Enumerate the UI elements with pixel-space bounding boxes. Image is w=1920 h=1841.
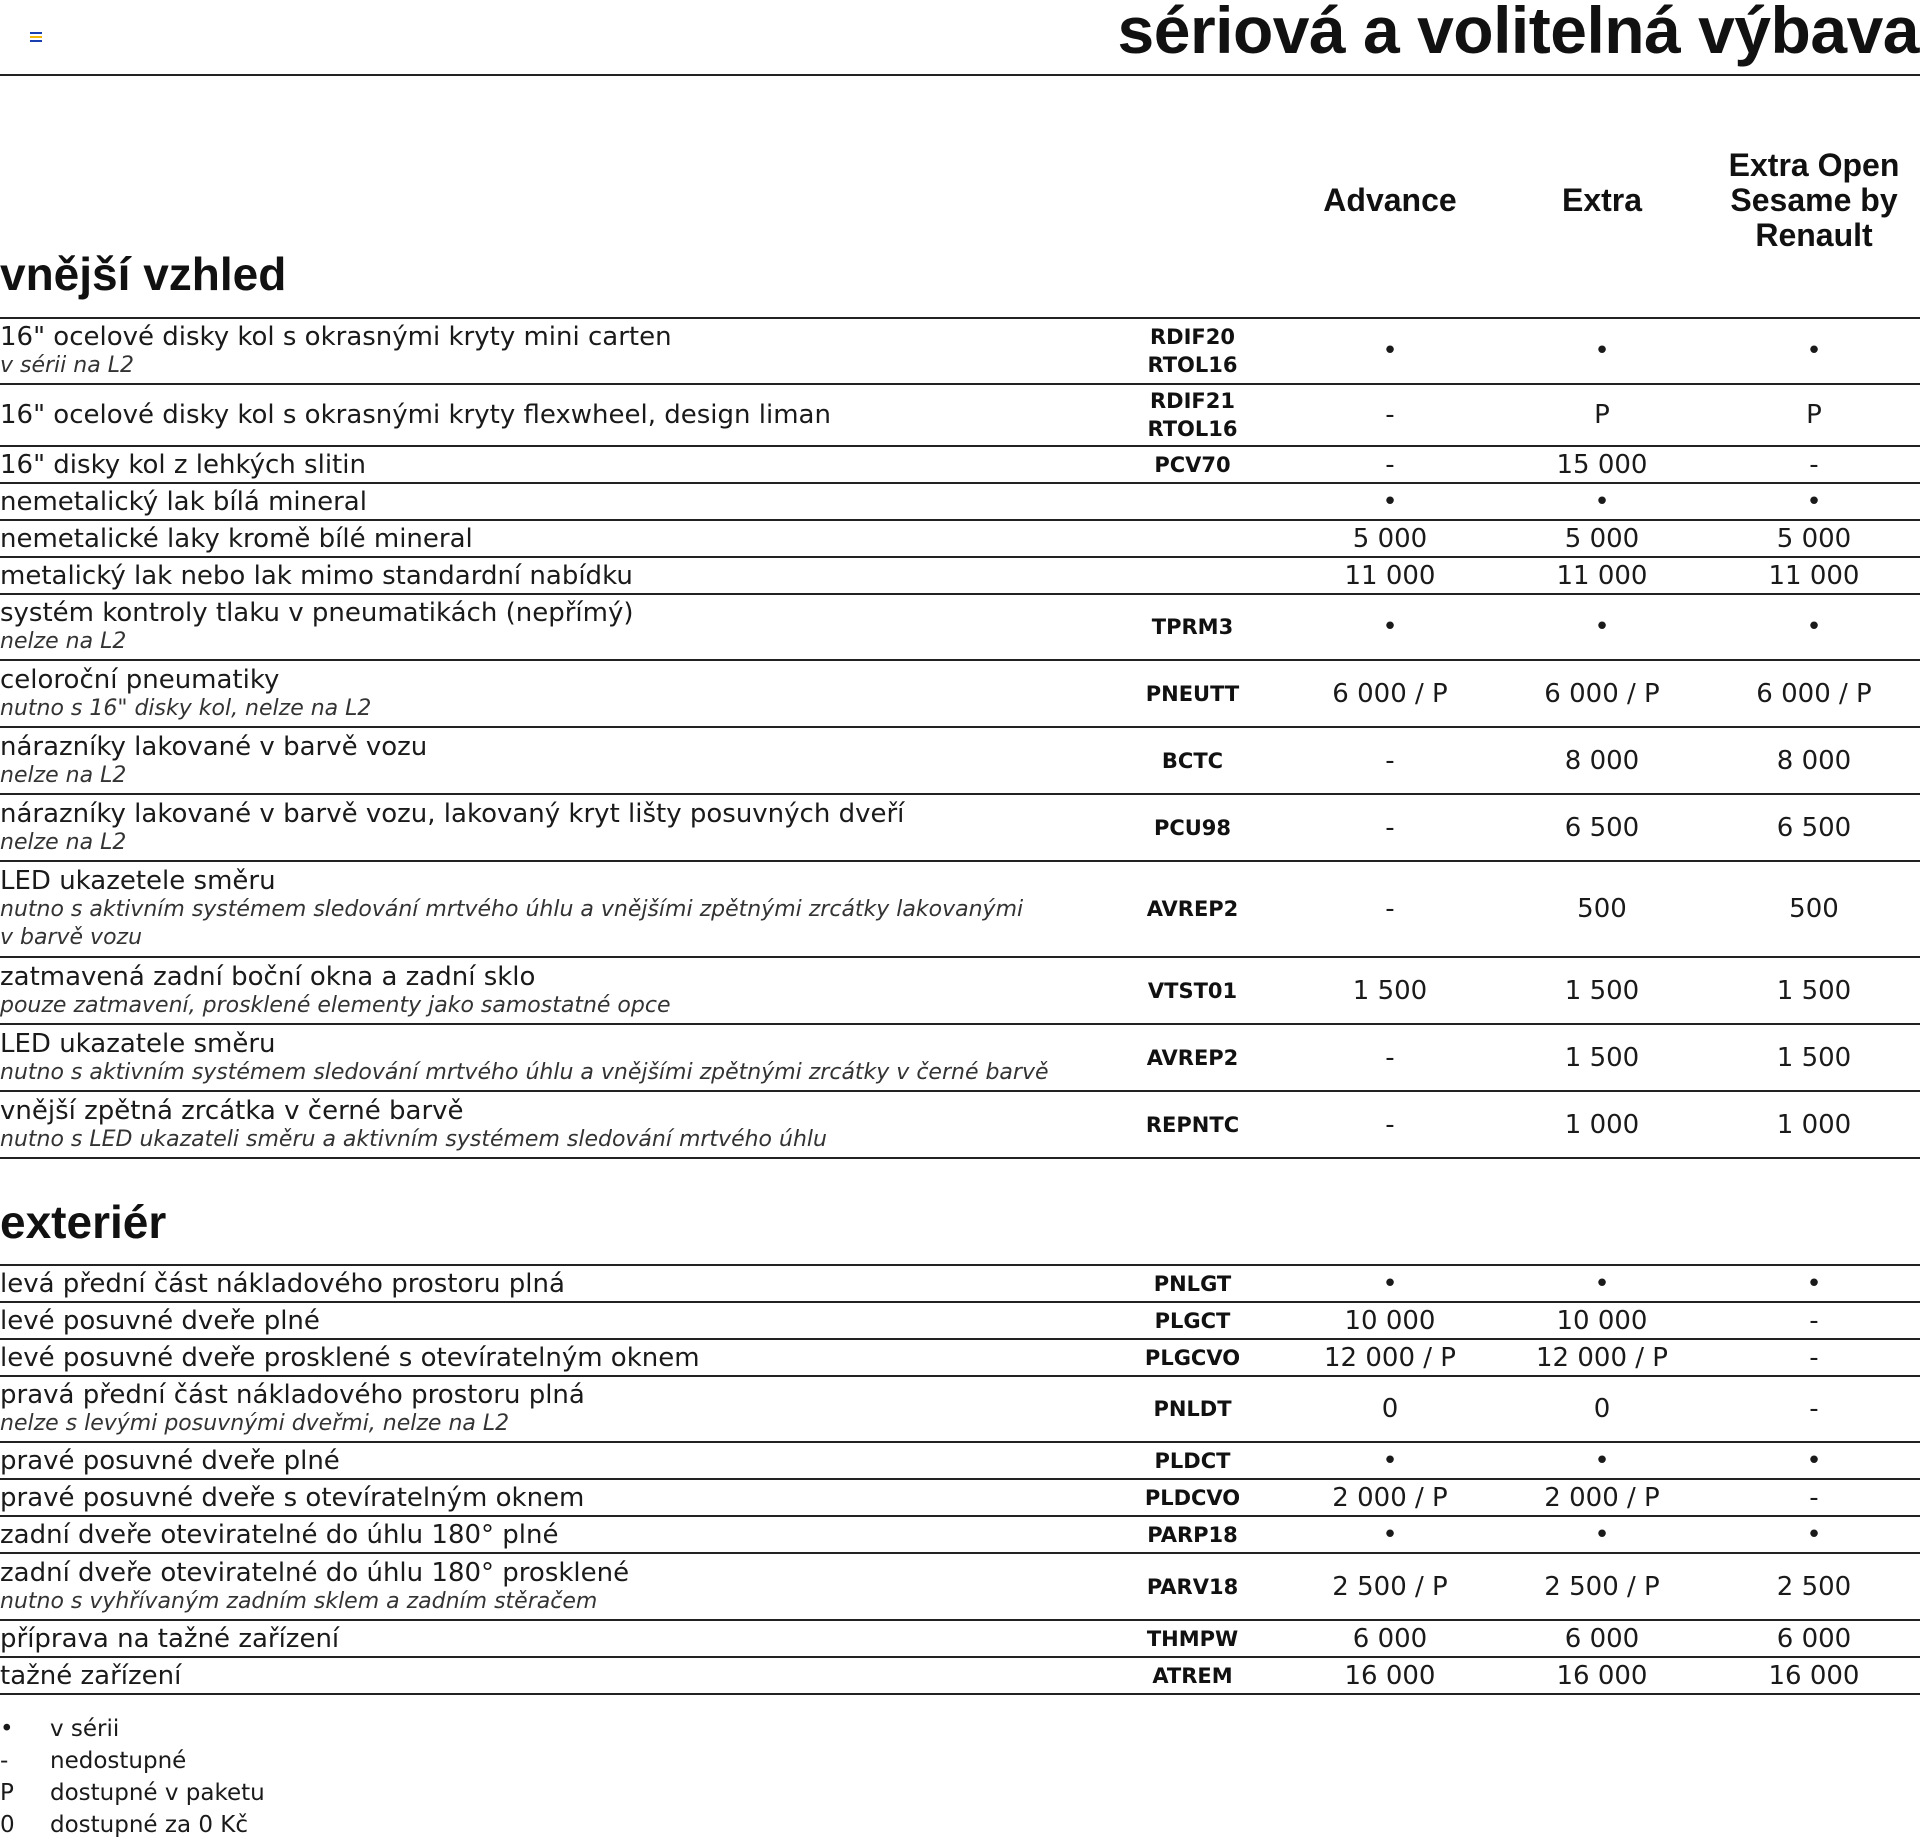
section-title-exterior: exteriér <box>0 1196 167 1248</box>
price-advance: - <box>1385 1042 1395 1073</box>
option-code <box>1110 661 1275 726</box>
price-extra-open-sesame: • <box>1806 336 1822 366</box>
price-advance: - <box>1385 400 1395 430</box>
option-code-line: PNLGT <box>1153 1271 1232 1296</box>
price-extra-open-sesame: 8 000 <box>1776 745 1852 776</box>
item-description <box>0 1658 1080 1693</box>
option-code <box>1110 1377 1275 1441</box>
option-code-line: PLDCT <box>1154 1448 1231 1473</box>
legend-symbol: • <box>0 1716 14 1742</box>
price-extra: 16 000 <box>1556 1660 1648 1691</box>
price-advance: • <box>1382 1445 1398 1476</box>
item-description <box>0 521 1080 556</box>
legend-text: nedostupné <box>50 1748 187 1774</box>
column-header-advance: Advance <box>1323 181 1457 218</box>
option-code <box>1110 1266 1275 1301</box>
item-name: 16" disky kol z lehkých slitin <box>0 449 366 480</box>
price-extra-open-sesame: 16 000 <box>1768 1660 1860 1691</box>
item-name: levé posuvné dveře prosklené s otevíratelným oknem <box>0 1342 700 1373</box>
item-description <box>0 1025 1080 1090</box>
price-extra: 1 000 <box>1564 1109 1640 1140</box>
price-advance: • <box>1382 1268 1398 1299</box>
item-note: nelze na L2 <box>0 829 127 855</box>
table-row <box>0 1340 1920 1377</box>
price-extra: 11 000 <box>1556 560 1648 591</box>
option-code <box>1110 1480 1275 1515</box>
price-extra: 500 <box>1577 894 1627 924</box>
price-extra: 15 000 <box>1556 449 1648 480</box>
item-name: nárazníky lakované v barvě vozu <box>0 731 428 762</box>
item-name: 16" ocelové disky kol s okrasnými kryty mini carten <box>0 322 672 352</box>
item-name: tažné zařízení <box>0 1660 182 1691</box>
legend-text: v sérii <box>50 1716 120 1742</box>
table-row <box>0 1621 1920 1658</box>
price-advance: • <box>1382 486 1398 517</box>
option-code-line: AVREP2 <box>1146 1045 1239 1070</box>
price-extra-open-sesame: • <box>1806 612 1822 642</box>
table-row <box>0 558 1920 595</box>
item-name: metalický lak nebo lak mimo standardní nabídku <box>0 560 633 591</box>
brand-logo-icon <box>30 32 42 42</box>
item-description <box>0 1266 1080 1301</box>
item-name: zatmavená zadní boční okna a zadní sklo <box>0 961 536 992</box>
table-row <box>0 795 1920 862</box>
item-description <box>0 1340 1080 1375</box>
item-name: celoroční pneumatiky <box>0 664 280 695</box>
table-row <box>0 385 1920 447</box>
price-advance: - <box>1385 745 1395 776</box>
price-extra-open-sesame: 6 000 <box>1776 1623 1852 1654</box>
item-description <box>0 385 1080 445</box>
option-code-line: PCV70 <box>1154 452 1231 477</box>
option-code <box>1110 447 1275 482</box>
item-description <box>0 958 1080 1023</box>
price-extra-open-sesame: • <box>1806 486 1822 517</box>
column-header-extra: Extra <box>1561 181 1643 218</box>
item-description <box>0 1517 1080 1552</box>
legend-symbol: P <box>0 1780 14 1806</box>
item-name: příprava na tažné zařízení <box>0 1623 340 1654</box>
item-name: LED ukazatele směru <box>0 1028 276 1059</box>
item-note: nelze na L2 <box>0 629 127 654</box>
price-extra: 2 000 / P <box>1544 1482 1660 1513</box>
table-row <box>0 1025 1920 1092</box>
price-extra: • <box>1594 1445 1610 1476</box>
item-description <box>0 1092 1080 1157</box>
table-row <box>0 484 1920 521</box>
item-description <box>0 728 1080 793</box>
price-extra: 0 <box>1593 1394 1611 1424</box>
item-description <box>0 1303 1080 1338</box>
item-description <box>0 484 1080 519</box>
price-extra: • <box>1594 1268 1610 1299</box>
item-name: pravé posuvné dveře plné <box>0 1445 340 1476</box>
table-row <box>0 1303 1920 1340</box>
price-extra: 10 000 <box>1556 1305 1648 1336</box>
price-advance: 6 000 <box>1352 1623 1428 1654</box>
price-extra: • <box>1594 1519 1610 1550</box>
price-advance: - <box>1385 894 1395 924</box>
option-code <box>1110 1621 1275 1656</box>
option-code <box>1110 385 1275 445</box>
price-extra-open-sesame: - <box>1809 449 1819 480</box>
price-extra: 12 000 / P <box>1536 1342 1668 1373</box>
item-name: systém kontroly tlaku v pneumatikách (nepřímý) <box>0 598 634 628</box>
price-extra-open-sesame: • <box>1806 1445 1822 1476</box>
option-code <box>1110 1092 1275 1157</box>
price-advance: 6 000 / P <box>1332 678 1448 709</box>
price-advance: 0 <box>1381 1394 1399 1424</box>
price-advance: - <box>1385 812 1395 843</box>
option-code-line: RTOL16 <box>1147 353 1238 377</box>
price-advance: • <box>1382 612 1398 642</box>
item-description <box>0 795 1080 860</box>
option-code-line: PCU98 <box>1153 815 1232 840</box>
item-description <box>0 1377 1080 1441</box>
table-row <box>0 319 1920 385</box>
price-advance: 1 500 <box>1352 975 1428 1006</box>
option-code <box>1110 1340 1275 1375</box>
item-description <box>0 1443 1080 1478</box>
item-note: nelze na L2 <box>0 762 127 788</box>
price-extra-open-sesame: 6 000 / P <box>1756 678 1872 709</box>
price-extra: 1 500 <box>1564 1042 1640 1073</box>
price-extra-open-sesame: 500 <box>1789 894 1839 924</box>
option-code <box>1110 958 1275 1023</box>
item-name: LED ukazetele směru <box>0 866 276 896</box>
item-note: nutno s aktivním systémem sledování mrtvého úhlu a vnějšími zpětnými zrcátky v černé barvě <box>0 1059 1049 1085</box>
item-name: vnější zpětná zrcátka v černé barvě <box>0 1095 464 1126</box>
item-description <box>0 1621 1080 1656</box>
page-title: sériová a volitelná výbava <box>1117 0 1919 67</box>
item-description <box>0 862 1080 956</box>
header-divider <box>0 74 1920 76</box>
option-code-line: ATREM <box>1152 1663 1233 1688</box>
option-code <box>1110 1025 1275 1090</box>
table-row <box>0 728 1920 795</box>
table-row <box>0 1443 1920 1480</box>
option-code-line: PNLDT <box>1153 1397 1232 1421</box>
option-code <box>1110 319 1275 383</box>
option-code <box>1110 795 1275 860</box>
price-extra: 1 500 <box>1564 975 1640 1006</box>
legend-symbol: - <box>0 1748 9 1774</box>
item-name: pravá přední část nákladového prostoru plná <box>0 1380 585 1410</box>
price-extra-open-sesame: - <box>1809 1305 1819 1336</box>
item-name: nemetalické laky kromě bílé mineral <box>0 523 473 554</box>
price-advance: 16 000 <box>1344 1660 1436 1691</box>
option-code <box>1110 521 1275 556</box>
price-advance: 2 000 / P <box>1332 1482 1448 1513</box>
option-code-line: TPRM3 <box>1151 615 1234 639</box>
price-extra-open-sesame: - <box>1809 1394 1819 1424</box>
table-row <box>0 661 1920 728</box>
column-header-extra-open-sesame: Extra Open Sesame by Renault <box>1728 146 1900 253</box>
item-description <box>0 1480 1080 1515</box>
item-name: nemetalický lak bílá mineral <box>0 486 367 517</box>
option-code-line: REPNTC <box>1145 1112 1240 1137</box>
price-extra: • <box>1594 612 1610 642</box>
item-description <box>0 319 1080 383</box>
price-extra-open-sesame: - <box>1809 1482 1819 1513</box>
price-extra-open-sesame: • <box>1806 1268 1822 1299</box>
option-code <box>1110 1443 1275 1478</box>
option-code <box>1110 558 1275 593</box>
item-name: levé posuvné dveře plné <box>0 1305 320 1336</box>
price-extra: 8 000 <box>1564 745 1640 776</box>
option-code <box>1110 1658 1275 1693</box>
option-code <box>1110 484 1275 519</box>
price-extra: 2 500 / P <box>1544 1571 1660 1602</box>
price-extra: P <box>1594 400 1610 430</box>
item-note: pouze zatmavení, prosklené elementy jako samostatné opce <box>0 992 671 1018</box>
table-row <box>0 1480 1920 1517</box>
price-extra-open-sesame: P <box>1806 400 1822 430</box>
price-extra-open-sesame: 1 000 <box>1776 1109 1852 1140</box>
price-advance: - <box>1385 1109 1395 1140</box>
price-advance: 5 000 <box>1352 523 1428 554</box>
item-note: nutno s aktivním systémem sledování mrtvého úhlu a vnějšími zpětnými zrcátky lakovanými <box>0 897 1024 922</box>
table-row <box>0 447 1920 484</box>
option-code-line: PLDCVO <box>1144 1485 1241 1510</box>
price-extra: 5 000 <box>1564 523 1640 554</box>
option-code-line: BCTC <box>1161 748 1224 773</box>
option-code-line: PARP18 <box>1147 1522 1238 1547</box>
option-code-line: AVREP2 <box>1146 897 1239 921</box>
price-extra-open-sesame: 6 500 <box>1776 812 1852 843</box>
table-row <box>0 1266 1920 1303</box>
item-note: nutno s 16" disky kol, nelze na L2 <box>0 695 372 721</box>
legend-text: dostupné v paketu <box>50 1780 265 1806</box>
option-code-line: RDIF21 <box>1150 389 1235 413</box>
table-row <box>0 1092 1920 1159</box>
price-extra: • <box>1594 336 1610 366</box>
item-note: v barvě vozu <box>0 925 143 950</box>
price-advance: 10 000 <box>1344 1305 1436 1336</box>
table-row <box>0 958 1920 1025</box>
option-code-line: RTOL16 <box>1147 417 1238 441</box>
item-name: 16" ocelové disky kol s okrasnými kryty flexwheel, design liman <box>0 400 831 430</box>
option-code-line: VTST01 <box>1147 978 1238 1003</box>
item-description <box>0 447 1080 482</box>
table-row <box>0 862 1920 958</box>
table-row <box>0 521 1920 558</box>
table-row <box>0 1658 1920 1695</box>
price-advance: 11 000 <box>1344 560 1436 591</box>
table-row <box>0 595 1920 661</box>
item-name: levá přední část nákladového prostoru plná <box>0 1268 565 1299</box>
item-description <box>0 558 1080 593</box>
price-extra-open-sesame: 2 500 <box>1776 1571 1852 1602</box>
price-advance: 2 500 / P <box>1332 1571 1448 1602</box>
price-extra-open-sesame: 5 000 <box>1776 523 1852 554</box>
table-row <box>0 1377 1920 1443</box>
item-description <box>0 661 1080 726</box>
item-note: nutno s vyhřívaným zadním sklem a zadním stěračem <box>0 1588 598 1614</box>
table-row <box>0 1517 1920 1554</box>
price-advance: - <box>1385 449 1395 480</box>
item-name: zadní dveře oteviratelné do úhlu 180° prosklené <box>0 1557 630 1588</box>
price-extra: 6 000 <box>1564 1623 1640 1654</box>
price-advance: 12 000 / P <box>1324 1342 1456 1373</box>
legend-symbol: 0 <box>0 1812 15 1838</box>
item-description <box>0 1554 1080 1619</box>
item-name: nárazníky lakované v barvě vozu, lakovaný kryt lišty posuvných dveří <box>0 798 905 829</box>
item-name: zadní dveře oteviratelné do úhlu 180° plné <box>0 1519 559 1550</box>
price-advance: • <box>1382 1519 1398 1550</box>
option-code <box>1110 595 1275 659</box>
price-extra-open-sesame: 1 500 <box>1776 975 1852 1006</box>
price-extra-open-sesame: 11 000 <box>1768 560 1860 591</box>
equipment-table <box>0 1264 1920 1695</box>
price-extra: 6 000 / P <box>1544 678 1660 709</box>
option-code-line: PLGCT <box>1154 1308 1231 1333</box>
option-code-line: PLGCVO <box>1144 1345 1241 1370</box>
item-note: nutno s LED ukazateli směru a aktivním systémem sledování mrtvého úhlu <box>0 1126 827 1152</box>
option-code <box>1110 1517 1275 1552</box>
option-code-line: THMPW <box>1146 1626 1239 1651</box>
option-code <box>1110 1554 1275 1619</box>
price-extra-open-sesame: • <box>1806 1519 1822 1550</box>
equipment-table <box>0 317 1920 1159</box>
option-code <box>1110 862 1275 956</box>
item-note: nelze s levými posuvnými dveřmi, nelze na L2 <box>0 1411 510 1436</box>
table-row <box>0 1554 1920 1621</box>
section-title-exterior-look: vnější vzhled <box>0 248 287 300</box>
price-extra-open-sesame: - <box>1809 1342 1819 1373</box>
option-code <box>1110 728 1275 793</box>
price-extra: 6 500 <box>1564 812 1640 843</box>
item-name: pravé posuvné dveře s otevíratelným oknem <box>0 1482 585 1513</box>
option-code-line: RDIF20 <box>1150 325 1235 349</box>
price-extra-open-sesame: 1 500 <box>1776 1042 1852 1073</box>
option-code-line: PARV18 <box>1146 1574 1239 1599</box>
option-code <box>1110 1303 1275 1338</box>
item-note: v sérii na L2 <box>0 353 134 378</box>
price-extra: • <box>1594 486 1610 517</box>
price-advance: • <box>1382 336 1398 366</box>
item-description <box>0 595 1080 659</box>
legend-text: dostupné za 0 Kč <box>50 1812 249 1838</box>
option-code-line: PNEUTT <box>1145 681 1240 706</box>
